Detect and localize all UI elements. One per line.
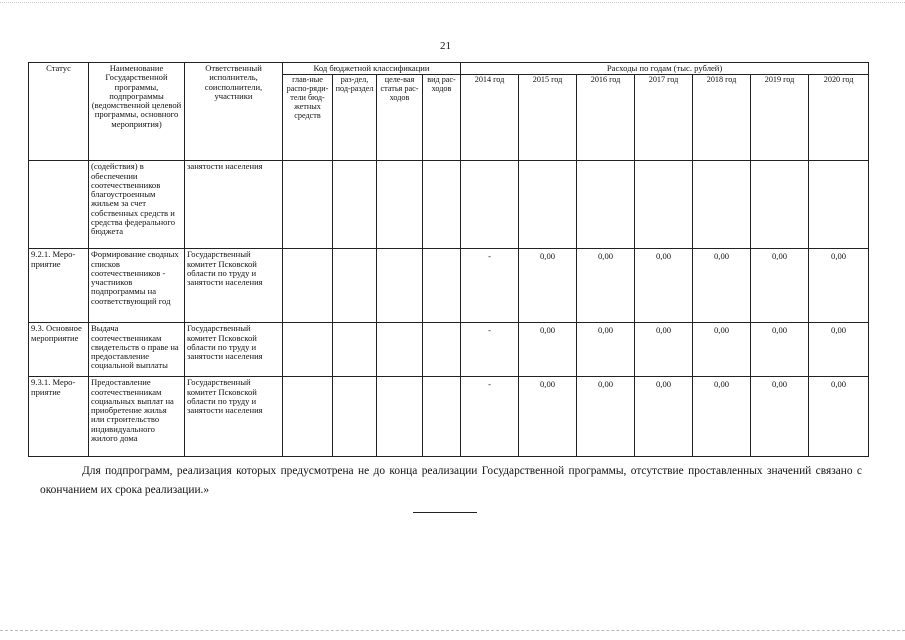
header-year-2017: 2017 год [635, 75, 693, 161]
row-value-2018 [693, 161, 751, 249]
header-year-2020: 2020 год [809, 75, 869, 161]
row-value-2014: - [461, 249, 519, 323]
row-value-2014: - [461, 377, 519, 457]
row-status: 9.3. Основное мероприятие [29, 323, 89, 377]
row-name: Формирование сводных списков соотечественников - участников подпрограммы на соответствующий год [89, 249, 185, 323]
row-value-2019: 0,00 [751, 249, 809, 323]
header-year-2015: 2015 год [519, 75, 577, 161]
row-value-2015: 0,00 [519, 377, 577, 457]
row-value-2020: 0,00 [809, 323, 869, 377]
row-value-2014: - [461, 323, 519, 377]
row-value-2018: 0,00 [693, 377, 751, 457]
row-value-2018: 0,00 [693, 323, 751, 377]
row-code-article [377, 249, 423, 323]
row-value-2017 [635, 161, 693, 249]
header-budget-code-section: раз-дел, под-раздел [333, 75, 377, 161]
row-executor: Государственный комитет Псковской области по труду и занятости населения [185, 377, 283, 457]
footer-note: Для подпрограмм, реализация которых предусмотрена не до конца реализации Государственной программы, отсутствие проставленных значений связано с окончанием их срока реализации.» [40, 465, 862, 496]
footer-divider [413, 512, 477, 513]
row-executor: Государственный комитет Псковской области по труду и занятости населения [185, 249, 283, 323]
header-status: Статус [29, 63, 89, 161]
row-executor: Государственный комитет Псковской области по труду и занятости населения [185, 323, 283, 377]
row-value-2016 [577, 161, 635, 249]
header-name: Наименование Государственной программы, подпрограммы (ведомственной целевой программы, основного мероприятия) [89, 63, 185, 161]
page-number: 21 [440, 40, 451, 52]
row-code-type [423, 249, 461, 323]
row-value-2019: 0,00 [751, 323, 809, 377]
row-name: (содействия) в обеспечении соотечественников благоустроенным жильем за счет собственных средств и средства федерального бюджета [89, 161, 185, 249]
row-code-main [283, 323, 333, 377]
row-value-2017: 0,00 [635, 377, 693, 457]
row-status: 9.3.1. Меро-приятие [29, 377, 89, 457]
header-budget-code-article: целе-вая статья рас-ходов [377, 75, 423, 161]
header-year-2019: 2019 год [751, 75, 809, 161]
budget-table [28, 62, 869, 457]
header-year-2018: 2018 год [693, 75, 751, 161]
row-value-2015: 0,00 [519, 249, 577, 323]
header-budget-code-main: глав-ные распо-ряди-тели бюд-жетных средств [283, 75, 333, 161]
row-code-article [377, 377, 423, 457]
row-code-main [283, 249, 333, 323]
row-value-2017: 0,00 [635, 249, 693, 323]
row-value-2019 [751, 161, 809, 249]
header-year-2014: 2014 год [461, 75, 519, 161]
table-row [29, 161, 869, 249]
row-code-article [377, 161, 423, 249]
header-executor: Ответственный исполнитель, соисполнители, участники [185, 63, 283, 161]
row-value-2016: 0,00 [577, 377, 635, 457]
table-row [29, 377, 869, 457]
row-code-type [423, 377, 461, 457]
row-code-section [333, 377, 377, 457]
row-status: 9.2.1. Меро-приятие [29, 249, 89, 323]
row-value-2017: 0,00 [635, 323, 693, 377]
table-row [29, 249, 869, 323]
row-value-2015: 0,00 [519, 323, 577, 377]
row-value-2014 [461, 161, 519, 249]
row-value-2020: 0,00 [809, 377, 869, 457]
row-executor: занятости населения [185, 161, 283, 249]
row-code-type [423, 161, 461, 249]
header-year-2016: 2016 год [577, 75, 635, 161]
row-code-section [333, 323, 377, 377]
row-value-2018: 0,00 [693, 249, 751, 323]
header-row-1 [29, 63, 869, 75]
row-code-article [377, 323, 423, 377]
row-code-main [283, 161, 333, 249]
row-value-2015 [519, 161, 577, 249]
row-value-2019: 0,00 [751, 377, 809, 457]
header-budget-code-type: вид рас-ходов [423, 75, 461, 161]
row-name: Выдача соотечественникам свидетельств о праве на предоставление социальной выплаты [89, 323, 185, 377]
scan-bottom-edge [0, 630, 905, 631]
row-value-2016: 0,00 [577, 249, 635, 323]
table-row [29, 323, 869, 377]
row-name: Предоставление соотечественникам социальных выплат на приобретение жилья или строительство индивидуального жилого дома [89, 377, 185, 457]
row-status [29, 161, 89, 249]
row-code-main [283, 377, 333, 457]
row-code-type [423, 323, 461, 377]
row-value-2016: 0,00 [577, 323, 635, 377]
row-value-2020: 0,00 [809, 249, 869, 323]
row-value-2020 [809, 161, 869, 249]
header-budget-code-group: Код бюджетной классификации [283, 63, 461, 75]
header-expenses-group: Расходы по годам (тыс. рублей) [461, 63, 869, 75]
row-code-section [333, 161, 377, 249]
scan-top-edge [0, 2, 905, 3]
row-code-section [333, 249, 377, 323]
